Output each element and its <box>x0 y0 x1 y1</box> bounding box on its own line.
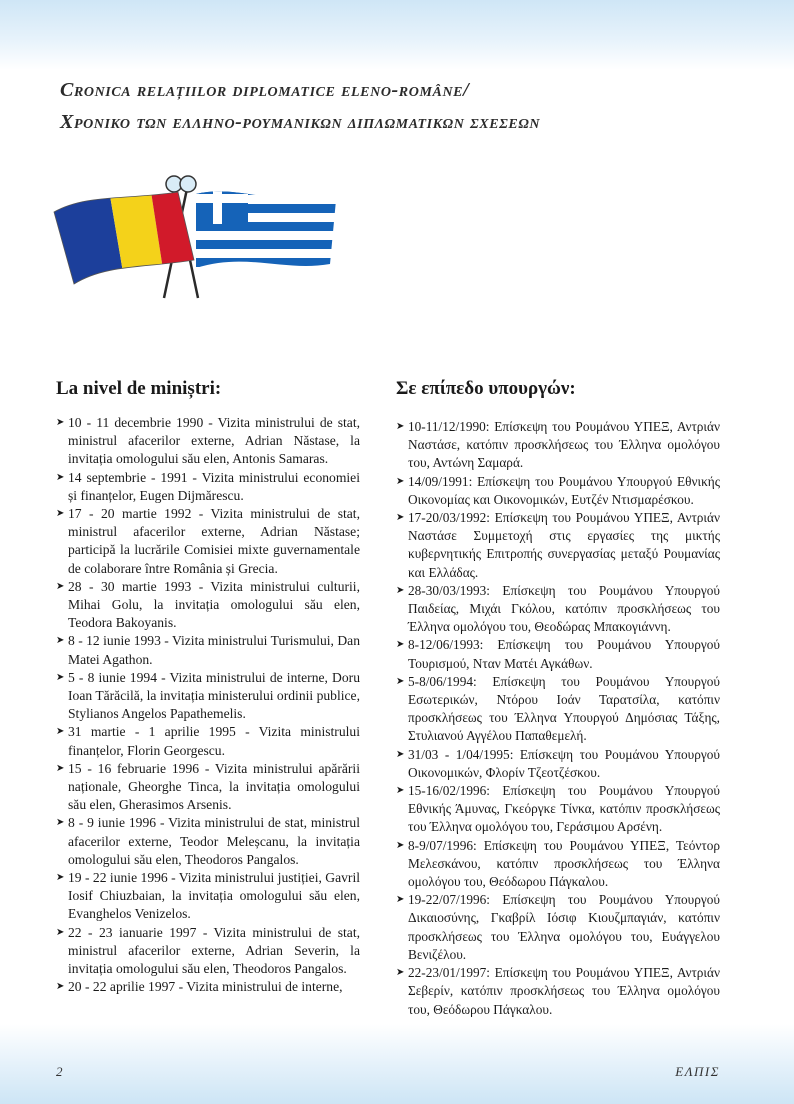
list-item: ➤ 28-30/03/1993: Επίσκεψη του Ρουμάνου Υπουργού Παιδείας, Μιχάι Γκόλου, κατόπιν προσκλήσεως του Έλληνα ομολόγου του, Θεοδώρας Μπακογιάννη. <box>396 582 720 635</box>
chevron-right-icon: ➤ <box>56 762 65 774</box>
chevron-right-icon: ➤ <box>396 967 405 979</box>
title-romanian: Cronica relațiilor diplomatice eleno-române/ <box>60 79 470 101</box>
chevron-right-icon: ➤ <box>56 726 65 738</box>
list-item: ➤ 14/09/1991: Επίσκεψη του Ρουμάνου Υπουργού Εθνικής Οικονομίας και Οικονομικών, Ευτζέν Ντισμαρέσκου. <box>396 473 720 507</box>
chevron-right-icon: ➤ <box>56 417 65 428</box>
chevron-right-icon: ➤ <box>56 872 65 884</box>
title-greek: Χρονικο των ελληνο-ρουμανικων διπλωματικων σχεσεων <box>60 111 541 133</box>
chevron-right-icon: ➤ <box>56 671 65 683</box>
left-column <box>56 414 360 997</box>
chevron-right-icon: ➤ <box>56 926 65 938</box>
chevron-right-icon: ➤ <box>56 817 65 829</box>
left-column-heading: La nivel de miniștri: <box>56 378 222 399</box>
chevron-right-icon: ➤ <box>396 839 405 851</box>
list-item: ➤ 28 - 30 martie 1993 - Vizita ministrului culturii, Mihai Golu, la invitația omologului său elen, Teodora Bakoyanis. <box>56 578 360 631</box>
list-item: ➤ 5-8/06/1994: Επίσκεψη του Ρουμάνου Υπουργού Εσωτερικών, Ντόρου Ιοάν Ταρατσίλα, κατόπιν προσκλήσεως του Έλληνα Υπουργού Δημόσιας Τάξης, Στυλιανού Αγγέλου Παπαθεμελή. <box>396 673 720 744</box>
list-item: ➤ 31/03 - 1/04/1995: Επίσκεψη του Ρουμάνου Υπουργού Οικονομικών, Φλορίν Τζεοτζέσκου. <box>396 746 720 780</box>
crossed-flags-illustration <box>46 172 346 302</box>
top-gradient-band <box>0 0 794 70</box>
list-item: ➤ 8-12/06/1993: Επίσκεψη του Ρουμάνου Υπουργού Τουρισμού, Νταν Ματέι Αγκάθων. <box>396 637 720 671</box>
chevron-right-icon: ➤ <box>396 675 405 687</box>
chevron-right-icon: ➤ <box>396 748 405 760</box>
chevron-right-icon: ➤ <box>396 512 405 524</box>
list-item: ➤ 5 - 8 iunie 1994 - Vizita ministrului de interne, Doru Ioan Tărăcilă, la invitația ministerului ordinii publice, Stylianos Angelos Papathemelis. <box>56 669 360 722</box>
list-item: ➤ 10 - 11 decembrie 1990 - Vizita ministrului de stat, ministrul afacerilor externe, Adrian Năstase, la invitația omologului său elen, Antonis Samaras. <box>56 415 360 467</box>
list-item: ➤ 8 - 9 iunie 1996 - Vizita ministrului de stat, ministrul afacerilor externe, Teodor Meleșcanu, la invitația omologului său elen, Theodoros Pangalos. <box>56 815 360 867</box>
right-column-heading: Σε επίπεδο υπουργών: <box>396 378 576 399</box>
chevron-right-icon: ➤ <box>396 475 405 487</box>
list-item: ➤ 19 - 22 iunie 1996 - Vizita ministrului justiției, Gavril Iosif Chiuzbaian, la invitația omologului său elen, Evanghelos Venizelos. <box>56 870 360 922</box>
list-item: ➤ 19-22/07/1996: Επίσκεψη του Ρουμάνου Υπουργού Δικαιοσύνης, Γκαβρίλ Ιόσιφ Κιουζμπαγιάν, κατόπιν προσκλήσεως του Έλληνα ομολόγου του, Ευάγγελου Βενιζέλου. <box>396 892 720 962</box>
chevron-right-icon: ➤ <box>396 894 405 906</box>
list-item: ➤ 10-11/12/1990: Επίσκεψη του Ρουμάνου ΥΠΕΞ, Αντριάν Ναστάσε, κατόπιν προσκλήσεως του Έλληνα ομολόγου του, Αντώνη Σαμαρά. <box>396 419 720 471</box>
chevron-right-icon: ➤ <box>396 785 405 797</box>
pole-knob-right <box>180 176 196 192</box>
chevron-right-icon: ➤ <box>56 580 65 592</box>
list-item: ➤ 20 - 22 aprilie 1997 - Vizita ministrului de interne, <box>56 978 360 996</box>
chevron-right-icon: ➤ <box>56 508 65 520</box>
page-title <box>60 74 760 138</box>
greek-flag <box>186 172 346 302</box>
chevron-right-icon: ➤ <box>396 421 405 432</box>
list-item: ➤ 22 - 23 ianuarie 1997 - Vizita ministrului de stat, ministrul afacerilor externe, Adrian Severin, la invitația omologului său elen, Theodoros Pangalos. <box>56 924 360 977</box>
chevron-right-icon: ➤ <box>56 471 65 483</box>
list-item: ➤ 8-9/07/1996: Επίσκεψη του Ρουμάνου ΥΠΕΞ, Τεόντορ Μελεσκάνου, κατόπιν προσκλήσεως του Έλληνα ομολόγου του, Θεόδωρου Πάγκαλου. <box>396 837 720 890</box>
chevron-right-icon: ➤ <box>396 639 405 651</box>
list-item: ➤ 14 septembrie - 1991 - Vizita ministrului economiei și finanțelor, Eugen Dijmărescu. <box>56 469 360 503</box>
right-column <box>396 418 720 1019</box>
list-item: ➤ 8 - 12 iunie 1993 - Vizita ministrului Turismului, Dan Matei Agathon. <box>56 633 360 667</box>
list-item: ➤ 15-16/02/1996: Επίσκεψη του Ρουμάνου Υπουργού Εθνικής Άμυνας, Γκεόργκε Τίνκα, κατόπιν προσκλήσεως του Έλληνα ομολόγου του, Γεράσιμου Αρσένη. <box>396 783 720 835</box>
romanian-flag <box>46 172 206 302</box>
list-item: ➤ 17-20/03/1992: Επίσκεψη του Ρουμάνου ΥΠΕΞ, Αντριάν Ναστάσε Συμμετοχή στις εργασίες της μικτής κυβερνητικής Επιτροπής συνεργασίας μεταξύ Ρουμανίας και Ελλάδας. <box>396 510 720 580</box>
list-item: ➤ 31 martie - 1 aprilie 1995 - Vizita ministrului finanțelor, Florin Georgescu. <box>56 724 360 758</box>
chevron-right-icon: ➤ <box>56 635 65 647</box>
list-item: ➤ 22-23/01/1997: Επίσκεψη του Ρουμάνου ΥΠΕΞ, Αντριάν Σεβερίν, κατόπιν προσκλήσεως του Έλληνα ομολόγου του, Θεόδωρου Πάγκαλου. <box>396 965 720 1017</box>
magazine-name: ΕΛΠΙΣ <box>675 1064 720 1079</box>
chevron-right-icon: ➤ <box>56 981 65 993</box>
list-item: ➤ 15 - 16 februarie 1996 - Vizita ministrului apărării naționale, Gheorghe Tinca, la invitația omologului său elen, Gherasimos Arsenis. <box>56 760 360 813</box>
list-item: ➤ 17 - 20 martie 1992 - Vizita ministrului de stat, ministrul afacerilor externe, Adrian Năstase; participă la lucrările Comisiei mixte guvernamentale de colaborare între România și Grecia. <box>56 506 360 576</box>
page-number: 2 <box>56 1064 63 1079</box>
chevron-right-icon: ➤ <box>396 584 405 596</box>
